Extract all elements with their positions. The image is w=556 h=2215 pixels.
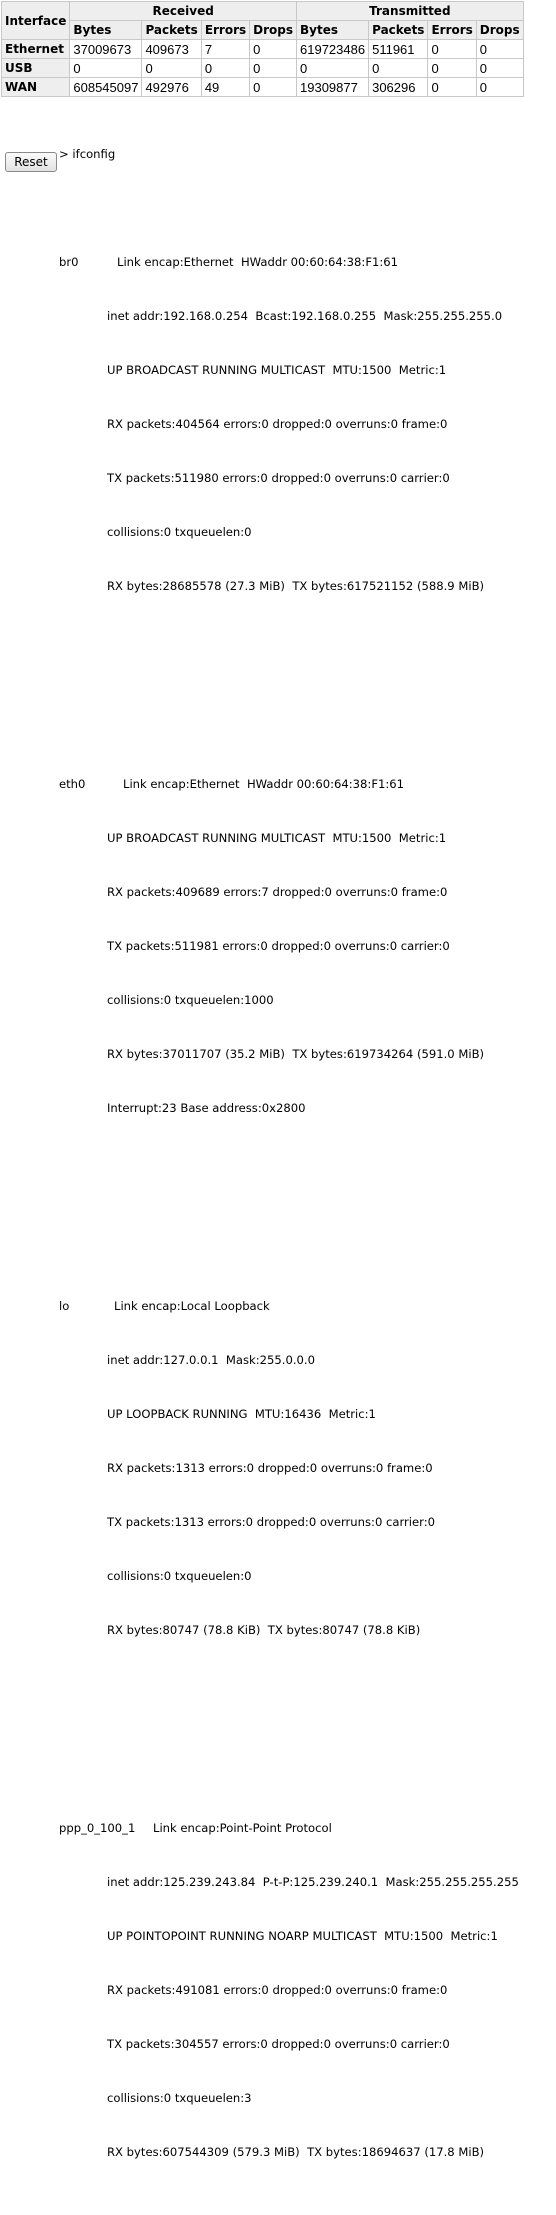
- console-prompt: > ifconfig: [59, 147, 116, 161]
- table-cell: 409673: [142, 40, 201, 59]
- table-cell: 492976: [142, 78, 201, 97]
- output-line: collisions:0 txqueuelen:0: [107, 525, 252, 539]
- table-cell: 0: [476, 59, 523, 78]
- interface-header: Interface: [2, 2, 70, 40]
- interface-encap: Link encap:Ethernet HWaddr 00:60:64:38:F1:61: [117, 255, 399, 269]
- interface-encap: Link encap:Local Loopback: [114, 1299, 270, 1313]
- output-line: collisions:0 txqueuelen:0: [107, 1569, 252, 1583]
- table-cell: 0: [428, 59, 476, 78]
- table-cell: 0: [250, 40, 297, 59]
- interface-name: ppp_0_100_1: [59, 1821, 136, 1835]
- interface-name: eth0: [59, 777, 86, 791]
- row-interface-name: WAN: [2, 78, 70, 97]
- tx-packets-header: Packets: [369, 21, 428, 40]
- table-cell: 37009673: [70, 40, 142, 59]
- rx-bytes-header: Bytes: [70, 21, 142, 40]
- output-line: UP BROADCAST RUNNING MULTICAST MTU:1500 Metric:1: [107, 831, 447, 845]
- output-line: collisions:0 txqueuelen:1000: [107, 993, 274, 1007]
- ifconfig-output: [59, 109, 519, 2215]
- table-cell: 0: [369, 59, 428, 78]
- interface-stats-table: [1, 1, 524, 97]
- interface-name: br0: [59, 255, 79, 269]
- table-cell: 19309877: [297, 78, 369, 97]
- interface-block-lo: [59, 1261, 519, 1675]
- reset-button[interactable]: Reset: [5, 152, 57, 172]
- output-line: RX bytes:607544309 (579.3 MiB) TX bytes:18694637 (17.8 MiB): [107, 2145, 485, 2159]
- output-line: UP LOOPBACK RUNNING MTU:16436 Metric:1: [107, 1407, 376, 1421]
- output-line: TX packets:511981 errors:0 dropped:0 overruns:0 carrier:0: [107, 939, 450, 953]
- row-interface-name: Ethernet: [2, 40, 70, 59]
- table-cell: 511961: [369, 40, 428, 59]
- rx-drops-header: Drops: [250, 21, 297, 40]
- output-line: TX packets:304557 errors:0 dropped:0 overruns:0 carrier:0: [107, 2037, 450, 2051]
- output-line: RX bytes:80747 (78.8 KiB) TX bytes:80747 (78.8 KiB): [107, 1623, 421, 1637]
- output-line: Interrupt:23 Base address:0x2800: [107, 1101, 306, 1115]
- table-cell: 0: [250, 59, 297, 78]
- transmitted-header: Transmitted: [297, 2, 524, 21]
- output-line: inet addr:127.0.0.1 Mask:255.0.0.0: [107, 1353, 315, 1367]
- table-cell: 0: [70, 59, 142, 78]
- table-row: [2, 78, 524, 97]
- table-row: [2, 40, 524, 59]
- output-line: RX packets:491081 errors:0 dropped:0 overruns:0 frame:0: [107, 1983, 448, 1997]
- output-line: collisions:0 txqueuelen:3: [107, 2091, 252, 2105]
- rx-errors-header: Errors: [201, 21, 249, 40]
- table-cell: 0: [428, 40, 476, 59]
- interface-encap: Link encap:Point-Point Protocol: [153, 1821, 332, 1835]
- table-cell: 0: [250, 78, 297, 97]
- row-interface-name: USB: [2, 59, 70, 78]
- table-cell: 49: [201, 78, 249, 97]
- table-cell: 0: [428, 78, 476, 97]
- table-cell: 0: [142, 59, 201, 78]
- tx-errors-header: Errors: [428, 21, 476, 40]
- table-cell: 608545097: [70, 78, 142, 97]
- output-line: TX packets:1313 errors:0 dropped:0 overruns:0 carrier:0: [107, 1515, 436, 1529]
- output-line: RX packets:1313 errors:0 dropped:0 overruns:0 frame:0: [107, 1461, 433, 1475]
- rx-packets-header: Packets: [142, 21, 201, 40]
- table-row: [2, 59, 524, 78]
- table-cell: 619723486: [297, 40, 369, 59]
- interface-block-eth0: [59, 739, 519, 1153]
- table-cell: 306296: [369, 78, 428, 97]
- tx-drops-header: Drops: [476, 21, 523, 40]
- table-cell: 0: [201, 59, 249, 78]
- interface-encap: Link encap:Ethernet HWaddr 00:60:64:38:F1:61: [123, 777, 405, 791]
- output-line: TX packets:511980 errors:0 dropped:0 overruns:0 carrier:0: [107, 471, 450, 485]
- table-cell: 0: [297, 59, 369, 78]
- output-line: inet addr:125.239.243.84 P-t-P:125.239.240.1 Mask:255.255.255.255: [107, 1875, 519, 1889]
- table-cell: 0: [476, 78, 523, 97]
- interface-block-br0: [59, 217, 519, 631]
- output-line: RX bytes:28685578 (27.3 MiB) TX bytes:617521152 (588.9 MiB): [107, 579, 485, 593]
- received-header: Received: [70, 2, 297, 21]
- table-cell: 7: [201, 40, 249, 59]
- output-line: UP BROADCAST RUNNING MULTICAST MTU:1500 Metric:1: [107, 363, 447, 377]
- output-line: inet addr:192.168.0.254 Bcast:192.168.0.255 Mask:255.255.255.0: [107, 309, 503, 323]
- output-line: UP POINTOPOINT RUNNING NOARP MULTICAST MTU:1500 Metric:1: [107, 1929, 498, 1943]
- output-line: RX packets:404564 errors:0 dropped:0 overruns:0 frame:0: [107, 417, 448, 431]
- output-line: RX bytes:37011707 (35.2 MiB) TX bytes:619734264 (591.0 MiB): [107, 1047, 485, 1061]
- interface-block-ppp: [59, 1783, 519, 2197]
- tx-bytes-header: Bytes: [297, 21, 369, 40]
- table-cell: 0: [476, 40, 523, 59]
- interface-name: lo: [59, 1299, 70, 1313]
- output-line: RX packets:409689 errors:7 dropped:0 overruns:0 frame:0: [107, 885, 448, 899]
